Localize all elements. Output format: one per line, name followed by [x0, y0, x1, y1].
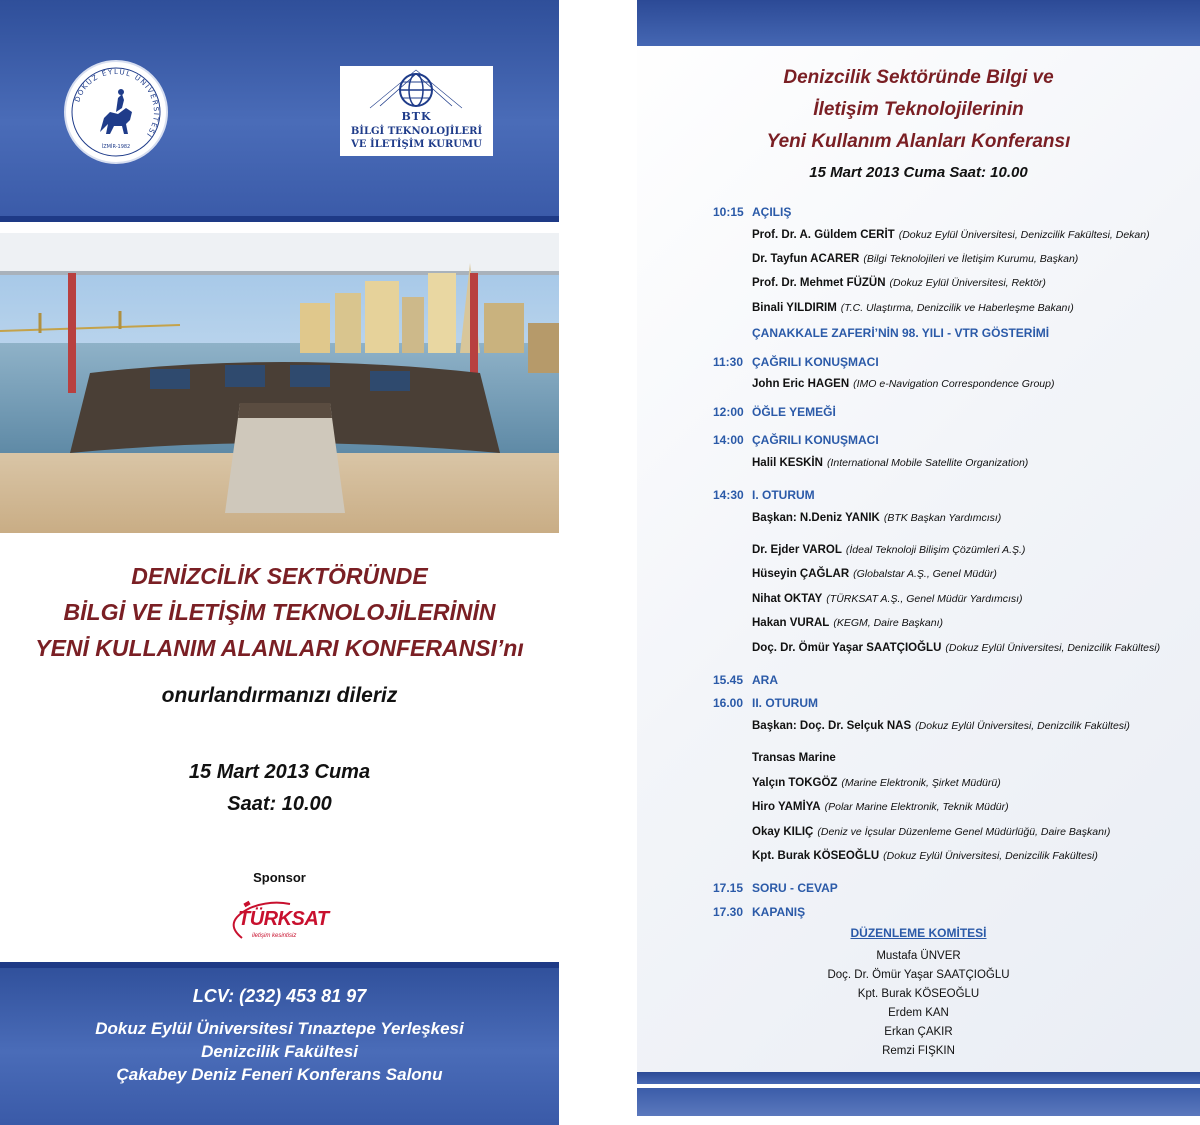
speaker-name: Hiro YAMİYA: [752, 801, 821, 813]
speaker-name: Hakan VURAL: [752, 617, 830, 629]
session-title: AÇILIŞ: [752, 205, 792, 219]
conference-title-block: [0, 558, 559, 666]
speaker-name: Doç. Dr. Ömür Yaşar SAATÇIOĞLU: [752, 642, 942, 654]
committee-title: DÜZENLEME KOMİTESİ: [850, 926, 987, 940]
speaker-row: [752, 642, 1160, 654]
ship-bridge-simulator-photo: [0, 233, 559, 533]
title-line: BİLGİ VE İLETİŞİM TEKNOLOJİLERİNİN: [63, 599, 496, 625]
invitation-phrase: onurlandırmanızı dileriz: [161, 684, 398, 707]
speaker-affiliation: (Dokuz Eylül Üniversitesi, Denizcilik Fakültesi): [915, 720, 1130, 732]
top-blue-band: [0, 0, 559, 222]
speaker-row: [752, 568, 997, 580]
time-label: 12:00: [713, 405, 744, 419]
speaker-row: [752, 826, 1110, 838]
session-title: ÇANAKKALE ZAFERİ’NİN 98. YILI - VTR GÖSTERİMİ: [752, 326, 1050, 340]
speaker-affiliation: (Marine Elektronik, Şirket Müdürü): [841, 777, 1001, 789]
venue-line: Denizcilik Fakültesi: [201, 1042, 358, 1061]
speaker-name: Başkan: Doç. Dr. Selçuk NAS: [752, 720, 912, 732]
turksat-logo: [220, 896, 340, 946]
speaker-affiliation: (Dokuz Eylül Üniversitesi, Denizcilik Fakültesi): [945, 642, 1161, 654]
speaker-affiliation: (Dokuz Eylül Üniversitesi, Denizcilik Fakültesi): [883, 850, 1098, 862]
rsvp-phone: LCV: (232) 453 81 97: [192, 986, 367, 1006]
session-title: ÖĞLE YEMEĞİ: [752, 405, 836, 419]
time-label: 14:30: [713, 488, 744, 502]
session-title: II. OTURUM: [752, 696, 818, 710]
speaker-name: Transas Marine: [752, 752, 836, 764]
speaker-affiliation: (TÜRKSAT A.Ş., Genel Müdür Yardımcısı): [826, 593, 1023, 605]
committee-member: Remzi FIŞKIN: [882, 1045, 955, 1057]
speaker-name: Kpt. Burak KÖSEOĞLU: [752, 850, 880, 862]
speaker-row: [752, 850, 1098, 862]
svg-text:İZMİR-1982: İZMİR-1982: [101, 144, 131, 150]
speaker-name: Yalçın TOKGÖZ: [752, 777, 838, 789]
btk-name-line1: BİLGİ TEKNOLOJİLERİ: [350, 126, 483, 137]
program-date: 15 Mart 2013 Cuma Saat: 10.00: [809, 164, 1028, 181]
program-title-line: Denizcilik Sektöründe Bilgi ve: [783, 67, 1054, 88]
speaker-affiliation: (Globalstar A.Ş., Genel Müdür): [853, 568, 997, 580]
globe-icon: [340, 66, 493, 110]
title-suffix: ’nı: [496, 635, 524, 661]
btk-logo: [340, 66, 493, 156]
speaker-name: Başkan: N.Deniz YANIK: [752, 512, 880, 524]
speaker-name: Dr. Ejder VAROL: [752, 544, 842, 556]
bottom-blue-bar: [637, 1072, 1200, 1125]
top-blue-bar: [637, 0, 1200, 46]
speaker-name: Nihat OKTAY: [752, 593, 823, 605]
speaker-row: [752, 617, 943, 629]
speaker-row: [752, 378, 1054, 390]
session-title: ÇAĞRILI KONUŞMACI: [752, 433, 879, 447]
speaker-row: [752, 777, 1001, 789]
speaker-row: [752, 302, 1074, 314]
speaker-name: Prof. Dr. A. Güldem CERİT: [752, 229, 895, 241]
committee-member: Mustafa ÜNVER: [876, 950, 961, 962]
speaker-affiliation: (IMO e-Navigation Correspondence Group): [853, 378, 1055, 390]
speaker-affiliation: (Deniz ve İçsular Düzenleme Genel Müdürlüğü, Daire Başkanı): [817, 826, 1111, 838]
btk-abbreviation: BTK: [401, 110, 432, 123]
svg-text:DOKUZ EYLÜL ÜNİVERSİTESİ: DOKUZ EYLÜL ÜNİVERSİTESİ: [73, 67, 161, 140]
speaker-affiliation: (Polar Marine Elektronik, Teknik Müdür): [824, 801, 1009, 813]
venue-line: Dokuz Eylül Üniversitesi Tınaztepe Yerleşkesi: [95, 1019, 464, 1038]
program-panel: [637, 0, 1200, 1125]
program-title-line: Yeni Kullanım Alanları Konferansı: [766, 131, 1071, 152]
speaker-row: [752, 512, 1001, 524]
event-date-block: [0, 756, 559, 820]
speaker-row: [752, 253, 1078, 265]
speaker-name: John Eric HAGEN: [752, 378, 850, 390]
sponsor-name: TÜRKSAT: [238, 908, 329, 930]
committee-member: Erdem KAN: [888, 1007, 949, 1019]
time-label: 11:30: [713, 355, 744, 369]
session-title: SORU - CEVAP: [752, 881, 838, 895]
speaker-affiliation: (İdeal Teknoloji Bilişim Çözümleri A.Ş.): [845, 544, 1026, 556]
speaker-name: Prof. Dr. Mehmet FÜZÜN: [752, 277, 886, 289]
speaker-row: [752, 229, 1150, 241]
committee-member: Erkan ÇAKIR: [884, 1026, 953, 1038]
program-title-line: İletişim Teknolojilerinin: [813, 99, 1024, 120]
speaker-name: Okay KILIÇ: [752, 826, 814, 838]
time-label: 15.45: [713, 673, 744, 687]
event-time: Saat: 10.00: [227, 793, 332, 815]
committee-member: Doç. Dr. Ömür Yaşar SAATÇIOĞLU: [827, 969, 1010, 981]
time-label: 17.30: [713, 905, 744, 919]
speaker-row: [752, 544, 1025, 556]
committee-member: Kpt. Burak KÖSEOĞLU: [857, 988, 980, 1000]
speaker-row: [752, 752, 836, 764]
speaker-name: Dr. Tayfun ACARER: [752, 253, 860, 265]
title-line: YENİ KULLANIM ALANLARI KONFERANSI: [35, 635, 497, 661]
venue-line: Çakabey Deniz Feneri Konferans Salonu: [116, 1065, 443, 1084]
time-label: 10:15: [713, 205, 744, 219]
speaker-row: [752, 593, 1023, 605]
time-label: 14:00: [713, 433, 744, 447]
title-line-with-suffix: [0, 630, 559, 666]
time-label: 17.15: [713, 881, 744, 895]
horse-rider-icon: [66, 62, 166, 162]
program-title: [637, 62, 1200, 158]
speaker-row: [752, 277, 1046, 289]
speaker-affiliation: (T.C. Ulaştırma, Denizcilik ve Haberleşme Bakanı): [840, 302, 1074, 314]
speaker-row: [752, 801, 1009, 813]
speaker-affiliation: (KEGM, Daire Başkanı): [833, 617, 944, 629]
bottom-blue-band: [0, 962, 559, 1125]
speaker-affiliation: (BTK Başkan Yardımcısı): [883, 512, 1002, 524]
speaker-affiliation: (Dokuz Eylül Üniversitesi, Denizcilik Fakültesi, Dekan): [898, 229, 1150, 241]
title-line: DENİZCİLİK SEKTÖRÜNDE: [131, 563, 428, 589]
sponsor-tagline: iletişim kesintisiz: [252, 933, 297, 939]
invitation-front-panel: [0, 0, 559, 1125]
session-title: ÇAĞRILI KONUŞMACI: [752, 355, 879, 369]
speaker-affiliation: (International Mobile Satellite Organization): [826, 457, 1029, 469]
btk-name-line2: VE İLETİŞİM KURUMU: [351, 139, 482, 150]
session-title: I. OTURUM: [752, 488, 815, 502]
speaker-row: [752, 720, 1130, 732]
time-label: 16.00: [713, 696, 744, 710]
sponsor-label: Sponsor: [253, 870, 306, 885]
event-date: 15 Mart 2013 Cuma: [188, 761, 371, 783]
speaker-name: Hüseyin ÇAĞLAR: [752, 568, 850, 580]
session-title: KAPANIŞ: [752, 905, 806, 919]
speaker-name: Halil KESKİN: [752, 457, 823, 469]
dokuz-eylul-university-seal: [64, 60, 168, 164]
speaker-row: [752, 457, 1028, 469]
speaker-affiliation: (Bilgi Teknolojileri ve İletişim Kurumu, Başkan): [863, 253, 1079, 265]
speaker-name: Binali YILDIRIM: [752, 302, 837, 314]
session-title: ARA: [752, 673, 778, 687]
speaker-affiliation: (Dokuz Eylül Üniversitesi, Rektör): [889, 277, 1046, 289]
